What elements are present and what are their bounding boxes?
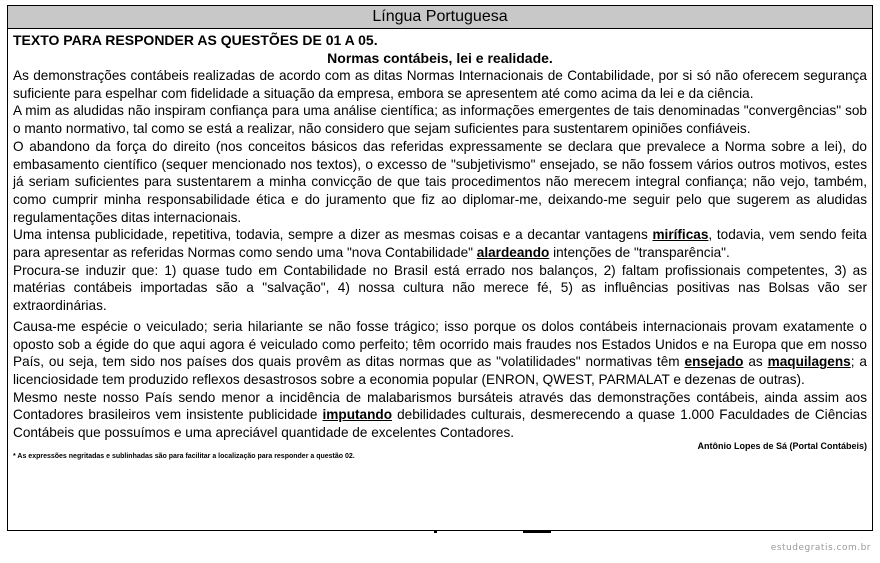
paragraph-7-text-a: Mesmo neste nosso País sendo menor a incidência de malabarismos bursáteis através das demonstrações contábeis, ainda assim aos Contadores brasileiros vem insistente publicidade: [13, 389, 867, 423]
paragraph-4-text-c: intenções de "transparência".: [549, 245, 730, 261]
paragraph-7-text-b: debilidades culturais, desmerecendo a quase 1.000 Faculdades de Ciências Contábeis que possuímos e uma apreciável quantidade de excelentes Contadores.: [13, 407, 867, 441]
author-credit: Antônio Lopes de Sá (Portal Contábeis): [697, 440, 867, 451]
paragraph-7: [13, 389, 867, 442]
article-title: Normas contábeis, lei e realidade.: [327, 50, 553, 66]
paragraph-6-text-c: ; a licenciosidade tem produzido reflexos desastrosos sobre a economia popular (ENRON, QWEST, PARMALAT e dezenas de outras).: [13, 354, 867, 387]
site-watermark: estudegratis.com.br: [770, 543, 871, 553]
highlight-alardeando: alardeando: [476, 245, 550, 261]
bottom-mark-left: [434, 531, 437, 533]
paragraph-4: [13, 226, 867, 261]
paragraph-4-text-a: Uma intensa publicidade, repetitiva, todavia, sempre a dizer as mesmas coisas e a decantar vantagens: [13, 227, 653, 243]
highlight-maquilagens: maquilagens: [767, 354, 851, 370]
paragraph-1: As demonstrações contábeis realizadas de acordo com as ditas Normas Internacionais de Contabilidade, por si só não oferecem segurança suficiente para espelhar com fidelidade a situação da empresa, embora se apresentem até como acima da lei e da ciência.: [13, 68, 867, 101]
exam-frame: [7, 5, 873, 531]
paragraph-3: O abandono da força do direito (nos conceitos básicos das referidas expressamente se declara que prevalece a Norma sobre a lei), do embasamento científico (sequer mencionado nos textos), o excesso de "subjetivismo" ensejado, se não fossem vários outros motivos, estes já seriam suficientes para sustentarem a minha convicção de que tais procedimentos não merecem integral confiança; não vejo, também, como cumprir minha responsabilidade ética e do juramento que fiz ao diplomar-me, deixando-me seguir pelo que sugerem as aludidas regulamentações ditas internacionais.: [13, 138, 867, 225]
highlight-mirificas: miríficas: [652, 227, 709, 243]
text-content: [8, 29, 872, 462]
bottom-mark-right: [523, 531, 551, 533]
paragraph-6: [13, 318, 867, 389]
subject-header: Língua Portuguesa: [8, 6, 872, 29]
instruction-text: TEXTO PARA RESPONDER AS QUESTÕES DE 01 A 05.: [13, 32, 378, 48]
paragraph-5: Procura-se induzir que: 1) quase tudo em Contabilidade no Brasil está errado nos balanços, 2) faltam profissionais competentes, 3) as matérias contábeis importadas são a "salvação", 4) nossa cultura não merece fé, 5) as influências positivas nas Bolsas vão ser extraordinárias.: [13, 262, 867, 314]
highlight-imputando: imputando: [322, 407, 393, 423]
footnote: * As expressões negritadas e sublinhadas são para facilitar a localização para responder a questão 02.: [13, 452, 355, 460]
highlight-ensejado: ensejado: [684, 354, 744, 370]
paragraph-2: A mim as aludidas não inspiram confiança para uma análise científica; as informações emergentes de tais denominadas "convergências" sob o manto normativo, tal como se está a realizar, não considero que sejam suficientes para sustentarem opiniões confiáveis.: [13, 103, 867, 137]
paragraph-6-text-a: Causa-me espécie o veiculado; seria hilariante se não fosse trágico; isso porque os dolos contábeis internacionais provam exatamente o oposto sob a égide do que aqui agora é veiculado como perfeito; têm ocorrido mais fraudes nos Estados Unidos e na Europa que em nosso País, ou seja, tem sido nos países dos quais provêm as ditas normas que as "volatilidades" normativas têm: [13, 318, 867, 370]
paragraph-6-text-b: as: [743, 354, 768, 370]
paragraph-4-text-b: , todavia, vem sendo feita para apresentar as referidas Normas como sendo uma "nova Contabilidade": [13, 227, 867, 261]
